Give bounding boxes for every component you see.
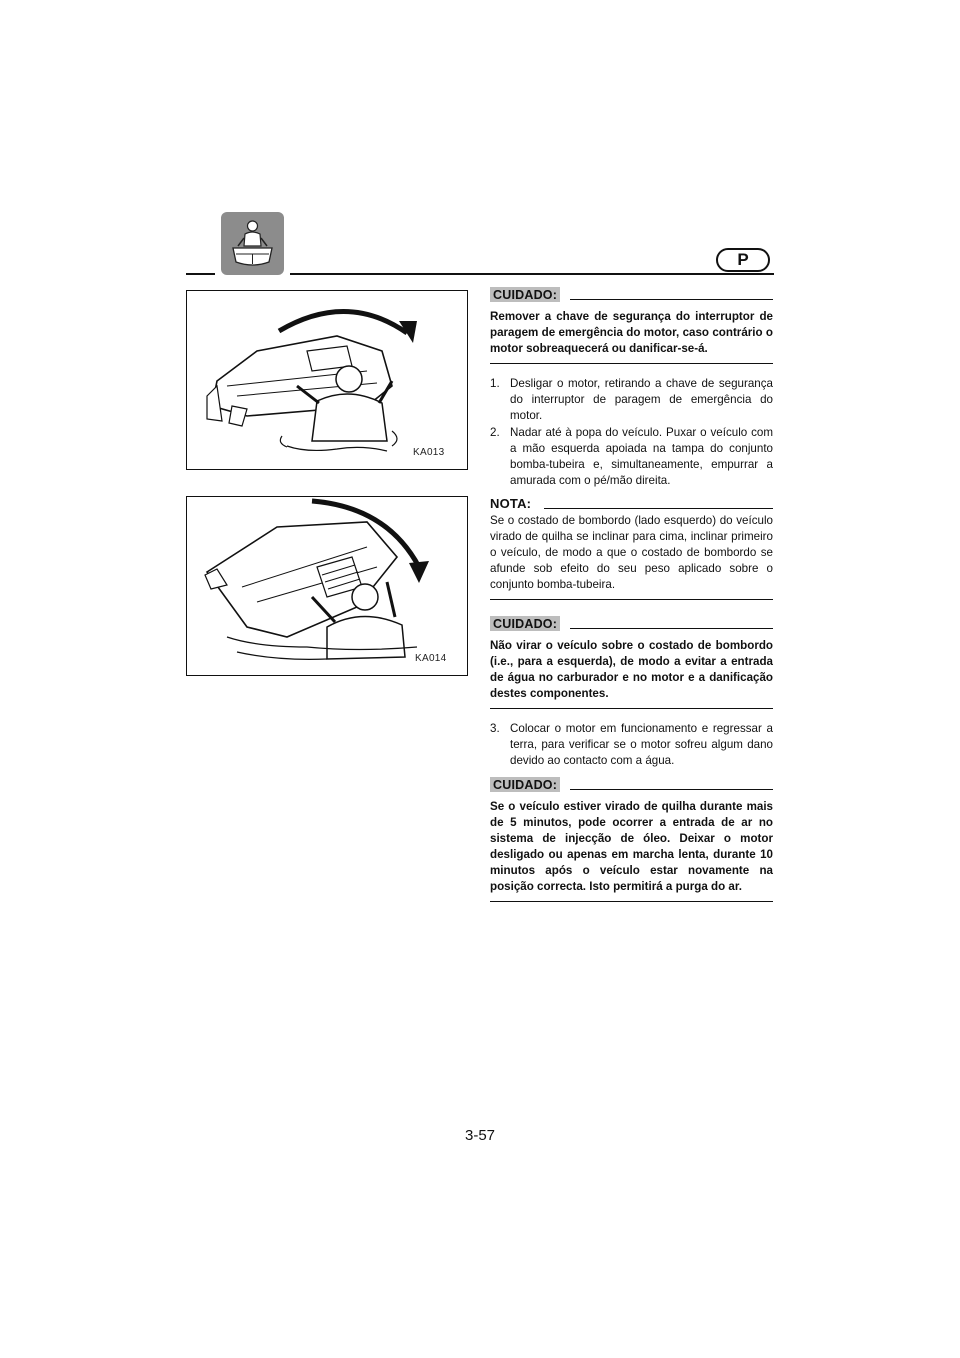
caution-end-rule <box>490 708 773 709</box>
figure-righting-craft-2 <box>186 496 468 676</box>
caution-end-rule <box>490 901 773 902</box>
caution-heading <box>490 777 773 792</box>
heading-rule <box>570 299 773 300</box>
note-text: Se o costado de bombordo (lado esquerdo) do veículo virado de quilha se inclinar para cima, inclinar primeiro o veículo, de modo a que o costado de bombordo se afunde sob efeito do seu peso aplicado sobre o conjunto bomba-tubeira. <box>490 514 773 591</box>
note-heading <box>490 495 773 511</box>
page-number: 3-57 <box>464 1127 496 1144</box>
list-item: 3. Colocar o motor em funcionamento e regressar a terra, para verificar se o motor sofreu algum dano devido ao contacto com a água. <box>490 722 773 767</box>
text-column <box>490 287 773 902</box>
list-item: 2. Nadar até à popa do veículo. Puxar o veículo com a mão esquerda apoiada na tampa do conjunto bomba-tubeira e, simultaneamente, empurrar a amurada com o pé/mão direita. <box>490 426 773 487</box>
caution-end-rule <box>490 363 773 364</box>
caution-text: Não virar o veículo sobre o costado de bombordo (i.e., para a esquerda), de modo a evitar a entrada de água no carburador e no motor e a danificação destes componentes. <box>490 639 773 700</box>
caution-label: CUIDADO: <box>490 777 560 792</box>
caution-heading <box>490 616 773 631</box>
heading-rule <box>570 628 773 629</box>
caution-label: CUIDADO: <box>490 287 560 302</box>
caution-text: Remover a chave de segurança do interruptor de paragem de emergência do motor, caso contrário o motor sobreaquecerá ou danificar-se-á. <box>490 310 773 355</box>
note-end-rule <box>490 599 773 600</box>
figure-label: KA013 <box>413 447 445 458</box>
language-badge: P <box>716 248 770 272</box>
caution-label: CUIDADO: <box>490 616 560 631</box>
figure-label: KA014 <box>415 653 447 664</box>
header-rule-right <box>290 273 774 275</box>
steps-list <box>490 721 773 769</box>
caution-text: Se o veículo estiver virado de quilha durante mais de 5 minutos, pode ocorrer a entrada de ar no sistema de injecção de óleo. Deixar o motor desligado ou apenas em marcha lenta, durante 10 minutos após o veículo estar novamente na posição correcta. Isto permitirá a purga do ar. <box>490 800 773 893</box>
steps-list <box>490 376 773 489</box>
person-tilting-capsized-craft-illustration <box>187 497 466 674</box>
note-label: NOTA: <box>490 496 532 511</box>
heading-rule <box>570 789 773 790</box>
watercraft-rider-icon <box>221 212 284 275</box>
list-item: 1. Desligar o motor, retirando a chave de segurança do interruptor de paragem de emergência do motor. <box>490 377 773 422</box>
caution-heading <box>490 287 773 302</box>
header-rule-left <box>186 273 215 275</box>
section-tab <box>221 212 284 275</box>
person-pushing-capsized-craft-illustration <box>187 291 466 468</box>
figure-righting-craft-1 <box>186 290 468 470</box>
heading-rule <box>544 508 773 509</box>
